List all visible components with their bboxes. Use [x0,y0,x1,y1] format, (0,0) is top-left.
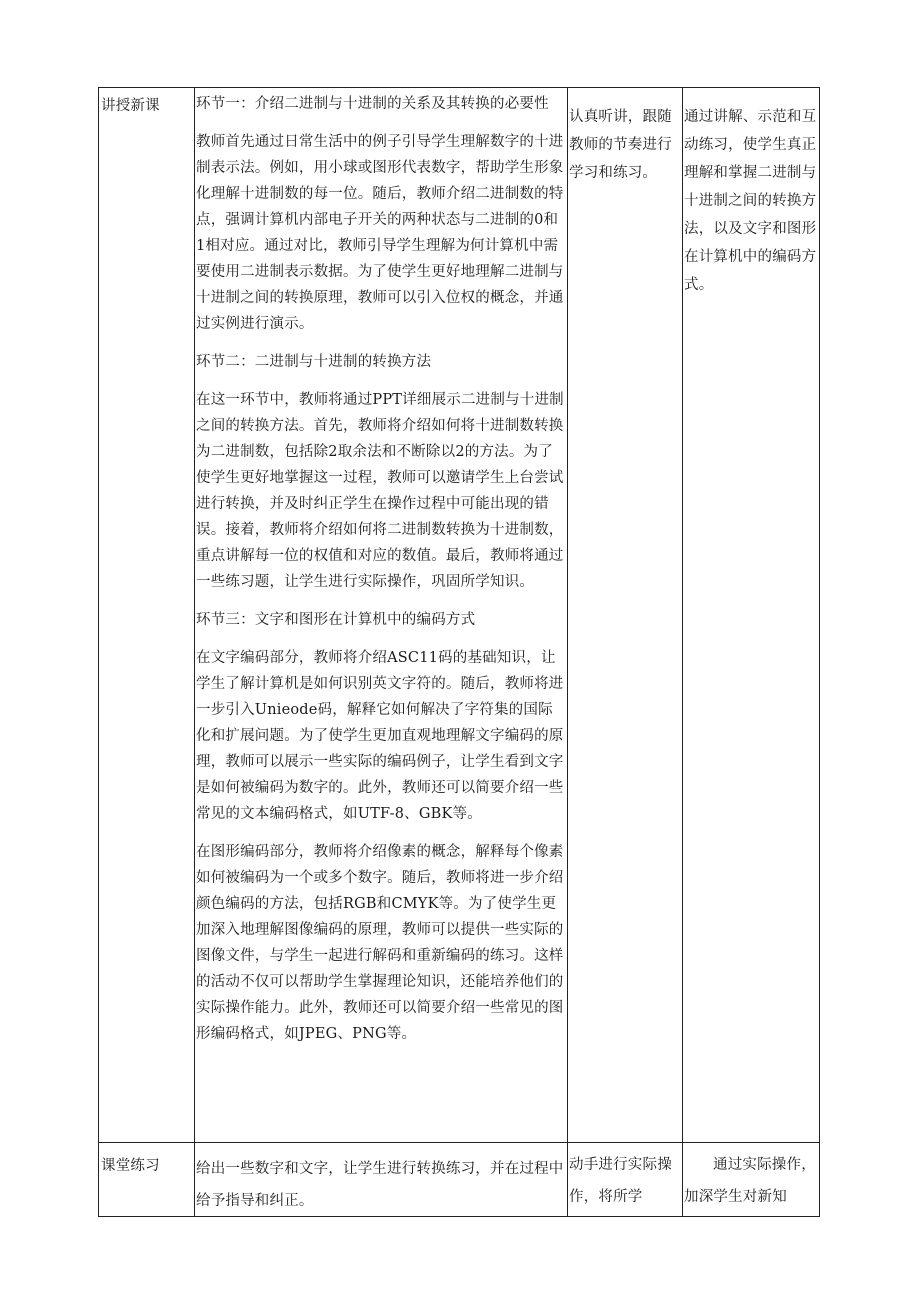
lesson-plan-table [98,87,820,1217]
table-border-right [819,87,820,1217]
table-row-divider [98,1142,820,1143]
table-border-top [98,87,820,88]
column-divider-1 [194,87,195,1217]
link3-title: 环节三：文字和图形在计算机中的编码方式 [196,612,476,628]
teaching-student-activity: 认真听讲，跟随教师的节奏进行学习和练习。 [569,109,672,181]
column-divider-3 [682,87,683,1217]
column-divider-2 [567,87,568,1217]
link1-title: 环节一：介绍二进制与十进制的关系及其转换的必要性 [196,96,549,112]
practice-design-intent: 通过实际操作，加深学生对新知 [684,1157,816,1205]
table-border-left [98,87,99,1217]
link2-title: 环节二：二进制与十进制的转换方法 [196,354,432,370]
teaching-design-intent: 通过讲解、示范和互动练习，使学生真正理解和掌握二进制与十进制之间的转换方法，以及文字和图形在计算机中的编码方式。 [684,109,817,293]
practice-content: 给出一些数字和文字，让学生进行转换练习，并在过程中给予指导和纠正。 [196,1161,564,1209]
practice-student-activity: 动手进行实际操作，将所学 [569,1157,672,1205]
teaching-section-label: 讲授新课 [101,98,160,114]
teaching-content [196,91,566,1047]
link2-body: 在这一环节中，教师将通过PPT详细展示二进制与十进制之间的转换方法。首先，教师将介绍如何将十进制数转换为二进制数，包括除2取余法和不断除以2的方法。为了使学生更好地掌握这一过程，教师可以邀请学生上台尝试进行转换，并及时纠正学生在操作过程中可能出现的错误。接着，教师将介绍如何将二进制数转换为十进制数，重点讲解每一位的权值和对应的数值。最后，教师将通过一些练习题，让学生进行实际操作，巩固所学知识。 [196,392,564,590]
link3-body-text-encoding: 在文字编码部分，教师将介绍ASC11码的基础知识，让学生了解计算机是如何识别英文字符的。随后，教师将进一步引入Unieode码，解释它如何解决了字符集的国际化和扩展问题。为了使学生更加直观地理解文字编码的原理，教师可以展示一些实际的编码例子，让学生看到文字是如何被编码为数字的。此外，教师还可以简要介绍一些常见的文本编码格式，如UTF-8、GBK等。 [196,650,564,822]
link1-body: 教师首先通过日常生活中的例子引导学生理解数字的十进制表示法。例如，用小球或图形代表数字，帮助学生形象化理解十进制数的每一位。随后，教师介绍二进制数的特点，强调计算机内部电子开关的两种状态与二进制的0和1相对应。通过对比，教师引导学生理解为何计算机中需要使用二进制表示数据。为了使学生更好地理解二进制与十进制之间的转换原理，教师可以引入位权的概念，并通过实例进行演示。 [196,134,564,332]
link3-body-image-encoding: 在图形编码部分，教师将介绍像素的概念，解释每个像素如何被编码为一个或多个数字。随后，教师将进一步介绍颜色编码的方法，包括RGB和CMYK等。为了使学生更加深入地理解图像编码的原理，教师可以提供一些实际的图像文件，与学生一起进行解码和重新编码的练习。这样的活动不仅可以帮助学生掌握理论知识，还能培养他们的实际操作能力。此外，教师还可以简要介绍一些常见的图形编码格式，如JPEG、PNG等。 [196,844,564,1042]
practice-section-label: 课堂练习 [101,1158,160,1174]
